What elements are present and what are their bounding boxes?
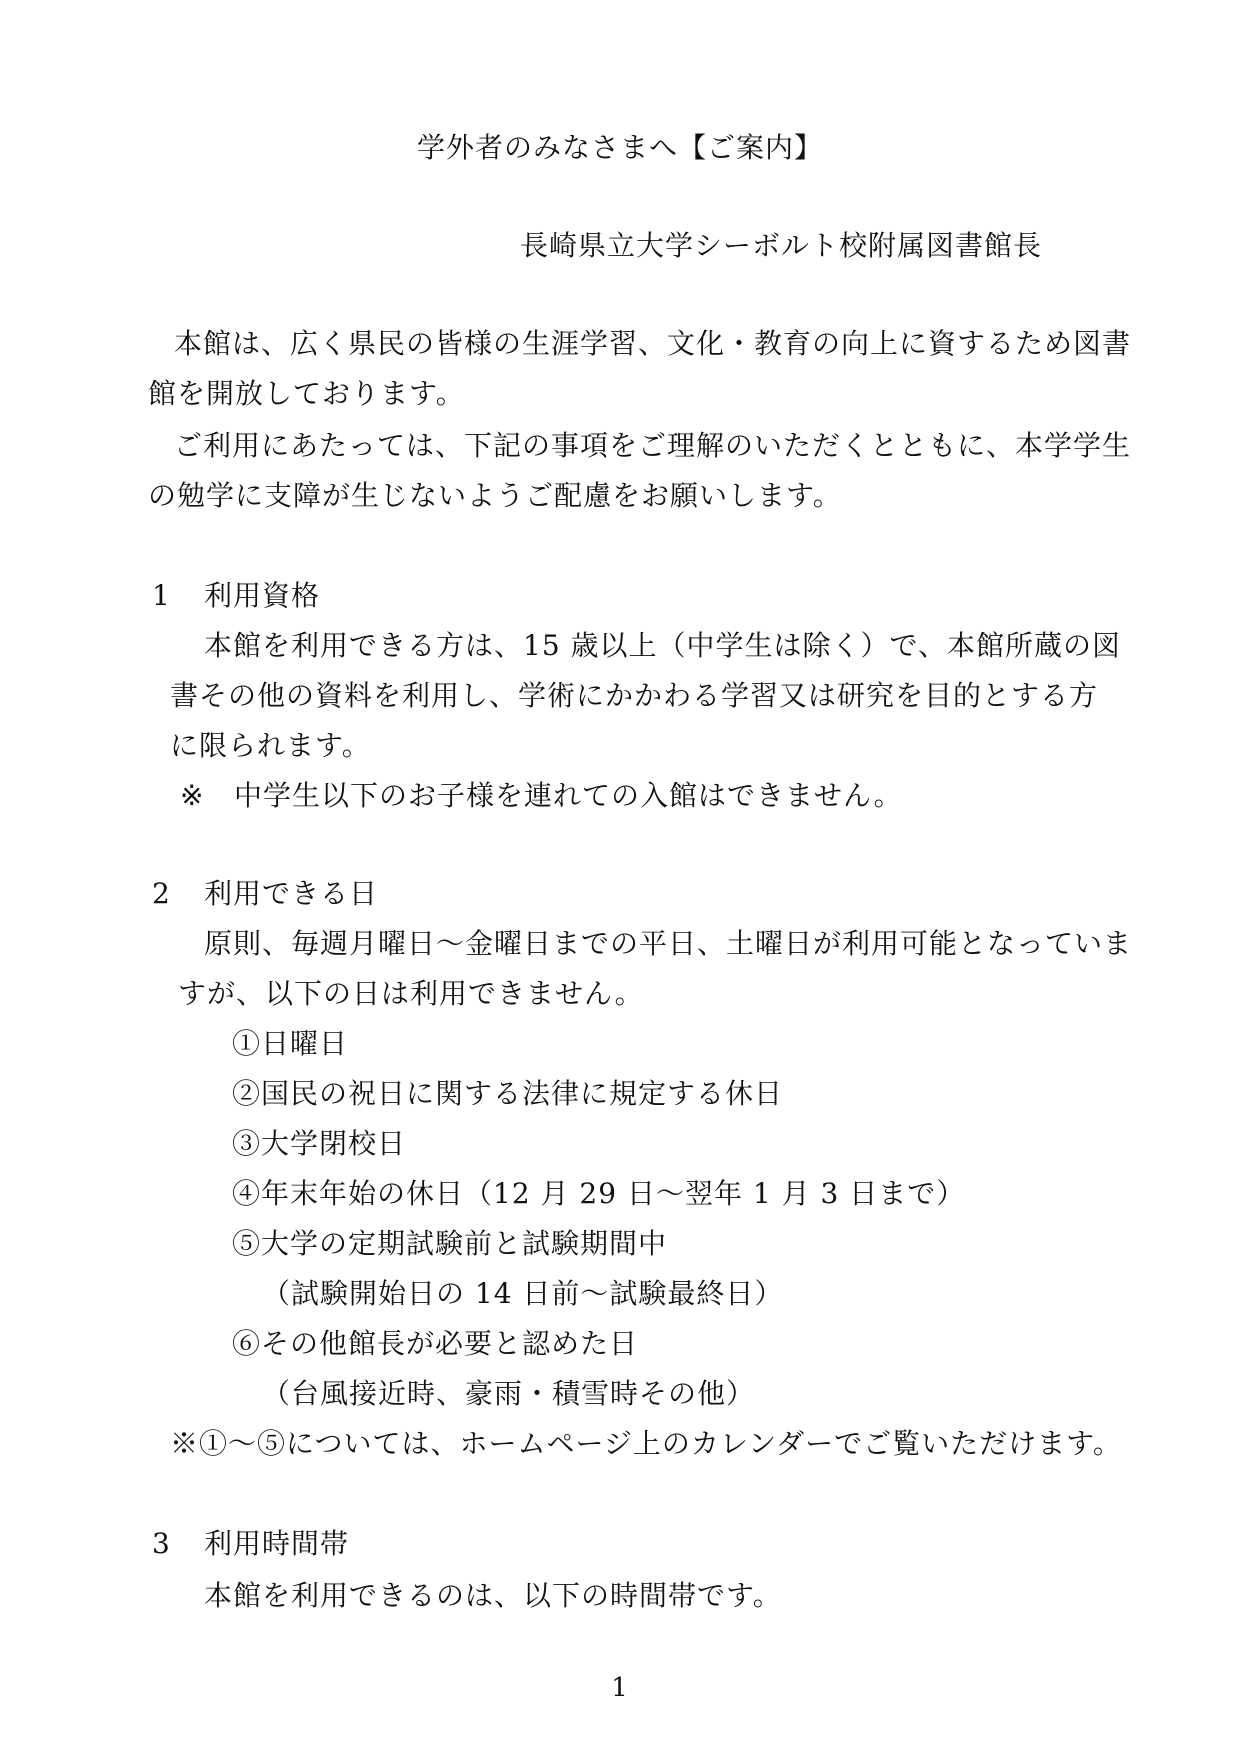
section-heading: 利用時間帯 (204, 1527, 350, 1560)
page-number: 1 (611, 1673, 629, 1703)
document-title: 学外者のみなさまへ【ご案内】 (416, 131, 823, 164)
closed-day-item-detail: （試験開始日の 14 日前～試験最終日） (262, 1277, 784, 1310)
closed-day-item: ②国民の祝日に関する法律に規定する休日 (232, 1077, 784, 1110)
section-body-line: 書その他の資料を利用し、学術にかかわる学習又は研究を目的とする方 (170, 679, 1099, 712)
closed-day-item: ⑤大学の定期試験前と試験期間中 (232, 1227, 668, 1260)
closed-day-item: ③大学閉校日 (232, 1127, 407, 1160)
intro-line: 館を開放しております。 (148, 377, 465, 410)
intro-line: ご利用にあたっては、下記の事項をご理解のいただくとともに、本学学生 (174, 429, 1132, 462)
section-heading: 利用資格 (204, 579, 321, 612)
section-body-line: すが、以下の日は利用できません。 (178, 977, 644, 1010)
section-note: 中学生以下のお子様を連れての入館はできません。 (234, 779, 903, 812)
section-body-line: 本館を利用できるのは、以下の時間帯です。 (204, 1579, 782, 1612)
section-number: 1 (152, 579, 171, 612)
section-body-line: 本館を利用できる方は、15 歳以上（中学生は除く）で、本館所蔵の図 (204, 629, 1121, 662)
section-body-line: 原則、毎週月曜日～金曜日までの平日、土曜日が利用可能となっていま (204, 927, 1133, 960)
section-number: 3 (152, 1527, 171, 1560)
closed-day-item: ⑥その他館長が必要と認めた日 (232, 1327, 639, 1360)
intro-line: 本館は、広く県民の皆様の生涯学習、文化・教育の向上に資するため図書 (174, 327, 1132, 360)
note-mark: ※ (180, 779, 205, 812)
closed-day-item: ①日曜日 (232, 1027, 349, 1060)
intro-line: の勉学に支障が生じないようご配慮をお願いします。 (148, 479, 842, 512)
closed-day-item: ④年末年始の休日（12 月 29 日～翌年 1 月 3 日まで） (232, 1177, 966, 1210)
section-note: ※①～⑤については、ホームページ上のカレンダーでご覧いただけます。 (170, 1427, 1122, 1460)
closed-day-item-detail: （台風接近時、豪雨・積雪時その他） (262, 1377, 756, 1410)
section-body-line: に限られます。 (170, 729, 371, 762)
section-heading: 利用できる日 (204, 877, 379, 910)
section-number: 2 (152, 877, 171, 910)
document-author: 長崎県立大学シーボルト校附属図書館長 (519, 229, 1042, 262)
